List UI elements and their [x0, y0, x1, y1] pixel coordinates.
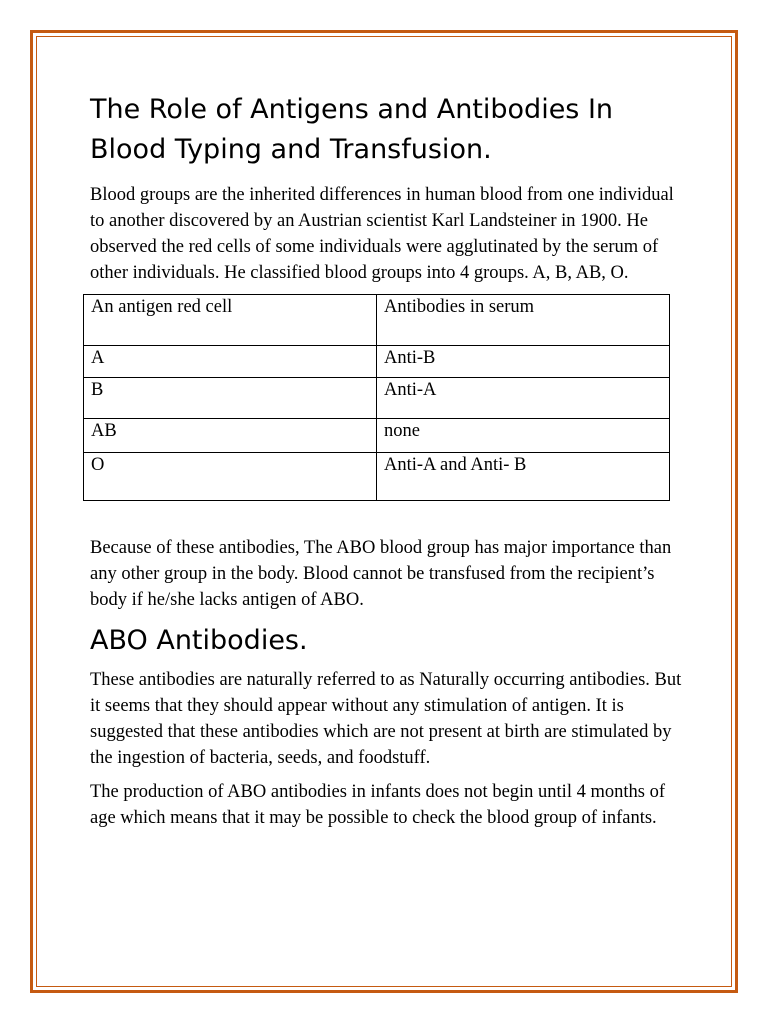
table-cell: none: [377, 419, 670, 453]
infants-paragraph: The production of ABO antibodies in infants does not begin until 4 months of age which means that it may be possible to check the blood group of infants.: [90, 782, 665, 828]
table-header-row: [84, 295, 670, 346]
table-cell: B: [84, 378, 377, 419]
intro-paragraph: Blood groups are the inherited differences in human blood from one individual to another discovered by an Austrian scientist Karl Landsteiner in 1900. He observed the red cells of some individuals were agglutinated by the serum of other individuals. He classified blood groups into 4 groups. A, B, AB, O.: [90, 185, 674, 283]
blood-group-table: [83, 294, 670, 501]
document-title: The Role of Antigens and Antibodies In Blood Typing and Transfusion.: [90, 94, 614, 165]
importance-paragraph: Because of these antibodies, The ABO blood group has major importance than any other group in the body. Blood cannot be transfused from the recipient’s body if he/she lacks antigen of ABO.: [90, 538, 672, 610]
table-cell: Anti-A: [377, 378, 670, 419]
table-header-cell: Antibodies in serum: [377, 295, 670, 346]
table-cell: A: [84, 346, 377, 378]
table-row: [84, 346, 670, 378]
table-cell: Anti-B: [377, 346, 670, 378]
table-row: [84, 419, 670, 453]
table-cell: Anti-A and Anti- B: [377, 453, 670, 501]
table-cell: AB: [84, 419, 377, 453]
table-cell: O: [84, 453, 377, 501]
document-body: [90, 90, 682, 839]
table-header-cell: An antigen red cell: [84, 295, 377, 346]
antibodies-paragraph: These antibodies are naturally referred to as Naturally occurring antibodies. But it seems that they should appear without any stimulation of antigen. It is suggested that these antibodies which are not present at birth are stimulated by the ingestion of bacteria, seeds, and foodstuff.: [90, 670, 682, 768]
table-row: [84, 453, 670, 501]
section-heading: ABO Antibodies.: [90, 625, 308, 656]
table-row: [84, 378, 670, 419]
